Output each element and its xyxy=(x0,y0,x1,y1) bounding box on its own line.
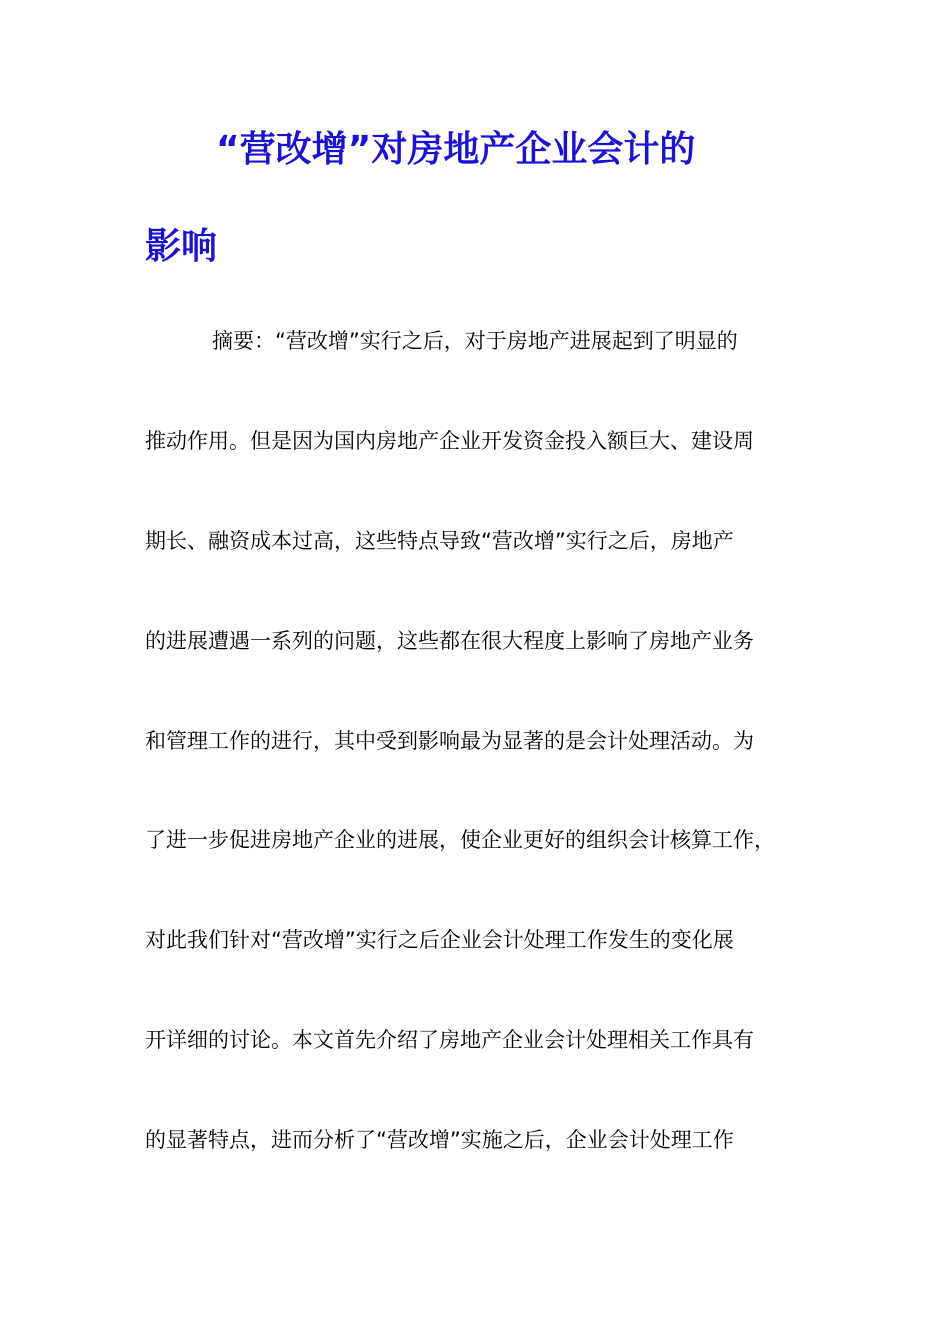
document-title-line-2: 影响 xyxy=(145,226,218,267)
abstract-line-7: 对此我们针对“营改增”实行之后企业会计处理工作发生的变化展 xyxy=(145,928,734,952)
abstract-line-9: 的显著特点，进而分析了“营改增”实施之后，企业会计处理工作 xyxy=(145,1128,734,1152)
abstract-line-8: 开详细的讨论。本文首先介绍了房地产企业会计处理相关工作具有 xyxy=(145,1028,754,1052)
abstract-line-1: 摘要：“营改增”实行之后，对于房地产进展起到了明显的 xyxy=(212,329,738,353)
document-title-line-1: “营改增”对房地产企业会计的 xyxy=(216,129,696,170)
abstract-line-3: 期长、融资成本过高，这些特点导致“营改增”实行之后，房地产 xyxy=(145,529,734,553)
abstract-line-5: 和管理工作的进行，其中受到影响最为显著的是会计处理活动。为 xyxy=(145,729,754,753)
abstract-line-4: 的进展遭遇一系列的问题，这些都在很大程度上影响了房地产业务 xyxy=(145,629,754,653)
abstract-line-6: 了进一步促进房地产企业的进展，使企业更好的组织会计核算工作， xyxy=(145,828,775,852)
abstract-line-2: 推动作用。但是因为国内房地产企业开发资金投入额巨大、建设周 xyxy=(145,429,754,453)
